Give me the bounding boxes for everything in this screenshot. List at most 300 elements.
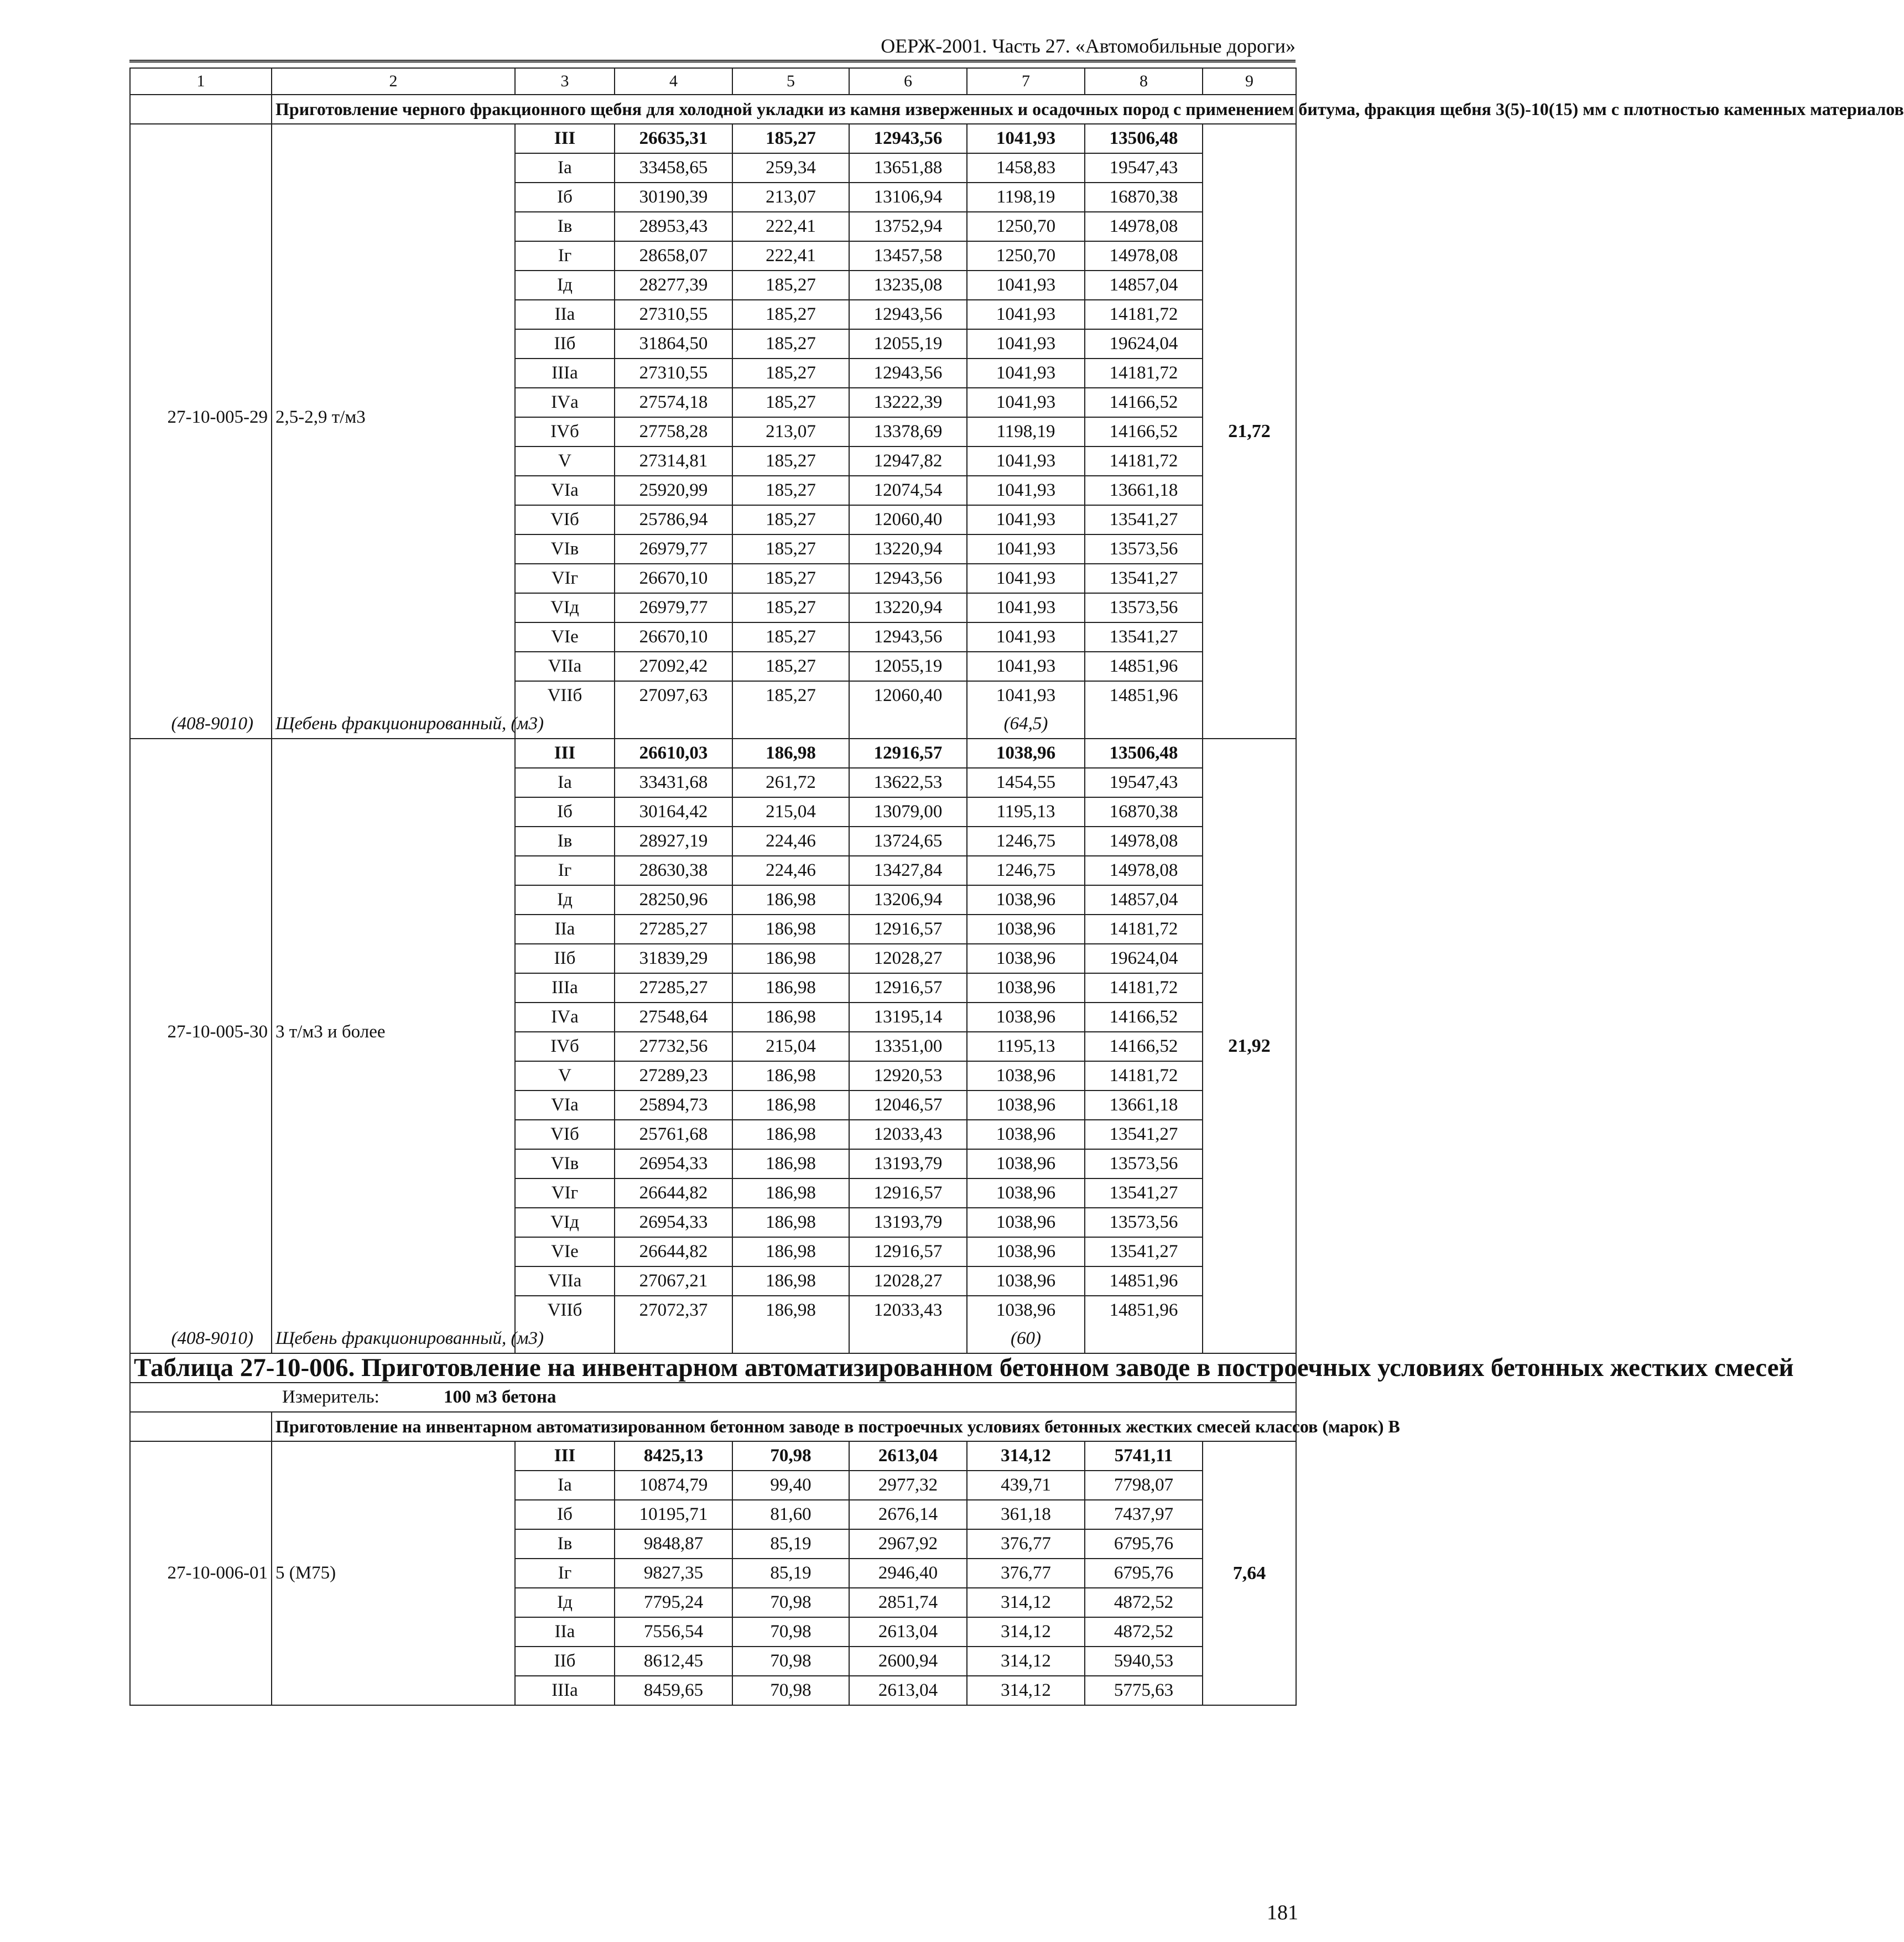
zone-cell: VIIа: [515, 1266, 615, 1296]
value-cell: 26670,10: [615, 622, 732, 652]
zone-cell: VIв: [515, 534, 615, 564]
column-number: 6: [849, 68, 967, 95]
value-cell: 14978,08: [1085, 827, 1203, 856]
zone-cell: Iб: [515, 183, 615, 212]
zone-cell: III: [515, 124, 615, 153]
value-cell: 259,34: [732, 153, 849, 183]
value-cell: 13541,27: [1085, 505, 1203, 534]
resource-spacer: [732, 710, 849, 739]
value-cell: 12028,27: [849, 944, 967, 973]
value-cell: 13193,79: [849, 1149, 967, 1178]
resource-name: Щебень фракционированный, (м3): [272, 1325, 515, 1353]
table-row: [130, 739, 1296, 768]
value-cell: 12916,57: [849, 1178, 967, 1208]
value-cell: 1246,75: [967, 856, 1085, 885]
value-cell: 376,77: [967, 1559, 1085, 1588]
zone-cell: Iд: [515, 271, 615, 300]
value-cell: 7795,24: [615, 1588, 732, 1617]
value-cell: 2977,32: [849, 1471, 967, 1500]
value-cell: 13661,18: [1085, 1091, 1203, 1120]
value-cell: 12947,82: [849, 446, 967, 476]
value-cell: 213,07: [732, 417, 849, 446]
value-cell: 13622,53: [849, 768, 967, 797]
value-cell: 28927,19: [615, 827, 732, 856]
value-cell: 14166,52: [1085, 1032, 1203, 1061]
table2-title: Таблица 27-10-006. Приготовление на инвентарном автоматизированном бетонном заводе в построечных условиях бетонных жестких смесей: [130, 1353, 1296, 1383]
value-cell: 12033,43: [849, 1296, 967, 1325]
zone-cell: VIв: [515, 1149, 615, 1178]
value-cell: 27097,63: [615, 681, 732, 710]
value-cell: 33431,68: [615, 768, 732, 797]
value-cell: 13541,27: [1085, 564, 1203, 593]
resource-code: (408-9010): [130, 1325, 272, 1353]
zone-cell: Iд: [515, 1588, 615, 1617]
value-cell: 27310,55: [615, 300, 732, 329]
table-row: [130, 1441, 1296, 1471]
value-cell: 12943,56: [849, 564, 967, 593]
value-cell: 2967,92: [849, 1529, 967, 1559]
value-cell: 1038,96: [967, 1178, 1085, 1208]
value-cell: 25761,68: [615, 1120, 732, 1149]
value-cell: 28250,96: [615, 885, 732, 915]
value-cell: 1041,93: [967, 271, 1085, 300]
value-cell: 1250,70: [967, 241, 1085, 271]
value-cell: 27285,27: [615, 915, 732, 944]
value-cell: 12920,53: [849, 1061, 967, 1091]
value-cell: 14181,72: [1085, 359, 1203, 388]
value-cell: 14181,72: [1085, 915, 1203, 944]
value-cell: 12055,19: [849, 329, 967, 359]
zone-cell: VIг: [515, 1178, 615, 1208]
value-cell: 13457,58: [849, 241, 967, 271]
zone-cell: VIг: [515, 564, 615, 593]
value-cell: 12074,54: [849, 476, 967, 505]
zone-cell: Iв: [515, 1529, 615, 1559]
value-cell: 26954,33: [615, 1149, 732, 1178]
value-cell: 12033,43: [849, 1120, 967, 1149]
zone-cell: Iг: [515, 856, 615, 885]
resource-spacer: [849, 1325, 967, 1353]
zone-cell: IVа: [515, 388, 615, 417]
value-cell: 1458,83: [967, 153, 1085, 183]
value-cell: 9848,87: [615, 1529, 732, 1559]
value-cell: 314,12: [967, 1647, 1085, 1676]
zone-cell: V: [515, 446, 615, 476]
value-cell: 1198,19: [967, 183, 1085, 212]
value-cell: 10874,79: [615, 1471, 732, 1500]
value-cell: 16870,38: [1085, 183, 1203, 212]
value-cell: 70,98: [732, 1676, 849, 1705]
value-cell: 26954,33: [615, 1208, 732, 1237]
value-cell: 27285,27: [615, 973, 732, 1003]
zone-cell: Iа: [515, 153, 615, 183]
column-number: 2: [272, 68, 515, 95]
column-number-row: [130, 68, 1296, 95]
value-cell: 185,27: [732, 564, 849, 593]
table2-section-title-row: [130, 1412, 1296, 1441]
value-cell: 9827,35: [615, 1559, 732, 1588]
resource-code: (408-9010): [130, 710, 272, 739]
value-cell: 19624,04: [1085, 329, 1203, 359]
value-cell: 314,12: [967, 1676, 1085, 1705]
value-cell: 13573,56: [1085, 1208, 1203, 1237]
value-cell: 314,12: [967, 1617, 1085, 1647]
zone-cell: Iв: [515, 827, 615, 856]
value-cell: 13427,84: [849, 856, 967, 885]
value-cell: 30190,39: [615, 183, 732, 212]
value-cell: 1041,93: [967, 359, 1085, 388]
measure-row: [130, 1383, 1296, 1412]
value-cell: 13206,94: [849, 885, 967, 915]
resource-qty: (64,5): [967, 710, 1085, 739]
value-cell: 13506,48: [1085, 739, 1203, 768]
value-cell: 1038,96: [967, 1061, 1085, 1091]
value-cell: 186,98: [732, 885, 849, 915]
value-cell: 14978,08: [1085, 241, 1203, 271]
value-cell: 26979,77: [615, 593, 732, 622]
value-cell: 13079,00: [849, 797, 967, 827]
zone-cell: IIа: [515, 1617, 615, 1647]
value-cell: 14166,52: [1085, 388, 1203, 417]
value-cell: 28630,38: [615, 856, 732, 885]
value-cell: 1198,19: [967, 417, 1085, 446]
header-title: ОЕРЖ-2001. Часть 27. «Автомобильные дороги»: [881, 35, 1296, 57]
value-cell: 27548,64: [615, 1003, 732, 1032]
value-cell: 215,04: [732, 1032, 849, 1061]
value-cell: 2946,40: [849, 1559, 967, 1588]
value-cell: 14181,72: [1085, 300, 1203, 329]
value-cell: 13193,79: [849, 1208, 967, 1237]
value-cell: 1038,96: [967, 1091, 1085, 1120]
value-cell: 12028,27: [849, 1266, 967, 1296]
value-cell: 27092,42: [615, 652, 732, 681]
value-cell: 1038,96: [967, 973, 1085, 1003]
value-cell: 12943,56: [849, 622, 967, 652]
value-cell: 14166,52: [1085, 1003, 1203, 1032]
value-cell: 186,98: [732, 915, 849, 944]
zone-cell: VIе: [515, 1237, 615, 1266]
value-cell: 33458,65: [615, 153, 732, 183]
value-cell: 85,19: [732, 1529, 849, 1559]
item-index: 7,64: [1203, 1441, 1296, 1705]
value-cell: 224,46: [732, 827, 849, 856]
value-cell: 224,46: [732, 856, 849, 885]
value-cell: 1041,93: [967, 476, 1085, 505]
value-cell: 8459,65: [615, 1676, 732, 1705]
value-cell: 376,77: [967, 1529, 1085, 1559]
section-spacer: [130, 95, 272, 124]
value-cell: 1041,93: [967, 300, 1085, 329]
value-cell: 1038,96: [967, 1237, 1085, 1266]
value-cell: 439,71: [967, 1471, 1085, 1500]
column-number: 8: [1085, 68, 1203, 95]
resource-spacer: [615, 710, 732, 739]
value-cell: 13573,56: [1085, 1149, 1203, 1178]
value-cell: 12916,57: [849, 739, 967, 768]
value-cell: 1038,96: [967, 1120, 1085, 1149]
zone-cell: IIб: [515, 329, 615, 359]
value-cell: 186,98: [732, 739, 849, 768]
item-code: 27-10-005-30: [130, 739, 272, 1325]
value-cell: 185,27: [732, 652, 849, 681]
value-cell: 27758,28: [615, 417, 732, 446]
value-cell: 1038,96: [967, 944, 1085, 973]
value-cell: 1038,96: [967, 1003, 1085, 1032]
value-cell: 1195,13: [967, 1032, 1085, 1061]
value-cell: 28277,39: [615, 271, 732, 300]
value-cell: 186,98: [732, 1003, 849, 1032]
value-cell: 314,12: [967, 1441, 1085, 1471]
column-number: 4: [615, 68, 732, 95]
value-cell: 1038,96: [967, 1149, 1085, 1178]
item-code: 27-10-005-29: [130, 124, 272, 710]
value-cell: 25920,99: [615, 476, 732, 505]
zone-cell: VIе: [515, 622, 615, 652]
value-cell: 1041,93: [967, 652, 1085, 681]
resource-spacer: [732, 1325, 849, 1353]
value-cell: 314,12: [967, 1588, 1085, 1617]
value-cell: 25894,73: [615, 1091, 732, 1120]
value-cell: 1195,13: [967, 797, 1085, 827]
resource-qty: (60): [967, 1325, 1085, 1353]
value-cell: 1041,93: [967, 564, 1085, 593]
value-cell: 6795,76: [1085, 1559, 1203, 1588]
value-cell: 13541,27: [1085, 1237, 1203, 1266]
value-cell: 7798,07: [1085, 1471, 1203, 1500]
value-cell: 1041,93: [967, 505, 1085, 534]
rates-table: [129, 67, 1904, 1706]
zone-cell: VIб: [515, 505, 615, 534]
column-number: 9: [1203, 68, 1296, 95]
value-cell: 13573,56: [1085, 534, 1203, 564]
value-cell: 13195,14: [849, 1003, 967, 1032]
value-cell: 14181,72: [1085, 446, 1203, 476]
value-cell: 185,27: [732, 329, 849, 359]
value-cell: 19547,43: [1085, 768, 1203, 797]
value-cell: 13235,08: [849, 271, 967, 300]
value-cell: 2613,04: [849, 1617, 967, 1647]
page-number: 181: [1267, 1901, 1298, 1924]
value-cell: 185,27: [732, 622, 849, 652]
value-cell: 13351,00: [849, 1032, 967, 1061]
value-cell: 14181,72: [1085, 1061, 1203, 1091]
value-cell: 186,98: [732, 1091, 849, 1120]
value-cell: 70,98: [732, 1441, 849, 1471]
value-cell: 261,72: [732, 768, 849, 797]
resource-spacer: [615, 1325, 732, 1353]
value-cell: 12046,57: [849, 1091, 967, 1120]
value-cell: 5741,11: [1085, 1441, 1203, 1471]
zone-cell: Iб: [515, 1500, 615, 1529]
value-cell: 222,41: [732, 241, 849, 271]
value-cell: 27072,37: [615, 1296, 732, 1325]
column-number: 7: [967, 68, 1085, 95]
value-cell: 2676,14: [849, 1500, 967, 1529]
measure-label: Измеритель:: [282, 1387, 379, 1407]
value-cell: 81,60: [732, 1500, 849, 1529]
value-cell: 12943,56: [849, 359, 967, 388]
value-cell: 12916,57: [849, 973, 967, 1003]
value-cell: 70,98: [732, 1588, 849, 1617]
value-cell: 31864,50: [615, 329, 732, 359]
zone-cell: VIд: [515, 1208, 615, 1237]
value-cell: 27574,18: [615, 388, 732, 417]
column-number: 3: [515, 68, 615, 95]
value-cell: 26644,82: [615, 1237, 732, 1266]
value-cell: 13541,27: [1085, 1120, 1203, 1149]
zone-cell: IIIа: [515, 1676, 615, 1705]
value-cell: 14978,08: [1085, 856, 1203, 885]
value-cell: 26979,77: [615, 534, 732, 564]
item-name: 5 (М75): [272, 1441, 515, 1705]
value-cell: 1038,96: [967, 1296, 1085, 1325]
value-cell: 5940,53: [1085, 1647, 1203, 1676]
value-cell: 185,27: [732, 124, 849, 153]
value-cell: 185,27: [732, 359, 849, 388]
value-cell: 8425,13: [615, 1441, 732, 1471]
value-cell: 5775,63: [1085, 1676, 1203, 1705]
value-cell: 25786,94: [615, 505, 732, 534]
value-cell: 1454,55: [967, 768, 1085, 797]
value-cell: 13724,65: [849, 827, 967, 856]
value-cell: 13752,94: [849, 212, 967, 241]
value-cell: 14851,96: [1085, 1296, 1203, 1325]
value-cell: 186,98: [732, 1120, 849, 1149]
column-number: 1: [130, 68, 272, 95]
value-cell: 13573,56: [1085, 593, 1203, 622]
value-cell: 13541,27: [1085, 1178, 1203, 1208]
value-cell: 14181,72: [1085, 973, 1203, 1003]
item-name: 3 т/м3 и более: [272, 739, 515, 1325]
value-cell: 27289,23: [615, 1061, 732, 1091]
value-cell: 186,98: [732, 1237, 849, 1266]
zone-cell: IVа: [515, 1003, 615, 1032]
zone-cell: Iг: [515, 1559, 615, 1588]
value-cell: 26610,03: [615, 739, 732, 768]
value-cell: 13378,69: [849, 417, 967, 446]
value-cell: 85,19: [732, 1559, 849, 1588]
page-header: [129, 32, 1296, 63]
value-cell: 26644,82: [615, 1178, 732, 1208]
value-cell: 186,98: [732, 1266, 849, 1296]
zone-cell: IIб: [515, 944, 615, 973]
value-cell: 185,27: [732, 388, 849, 417]
measure-cell: [130, 1383, 1296, 1412]
zone-cell: Iа: [515, 768, 615, 797]
value-cell: 27314,81: [615, 446, 732, 476]
value-cell: 14851,96: [1085, 652, 1203, 681]
item-code: 27-10-006-01: [130, 1441, 272, 1705]
value-cell: 12060,40: [849, 505, 967, 534]
zone-cell: IVб: [515, 1032, 615, 1061]
value-cell: 1041,93: [967, 534, 1085, 564]
column-number: 5: [732, 68, 849, 95]
value-cell: 185,27: [732, 681, 849, 710]
value-cell: 99,40: [732, 1471, 849, 1500]
zone-cell: V: [515, 1061, 615, 1091]
value-cell: 70,98: [732, 1617, 849, 1647]
value-cell: 12943,56: [849, 124, 967, 153]
zone-cell: VIа: [515, 1091, 615, 1120]
value-cell: 13222,39: [849, 388, 967, 417]
value-cell: 6795,76: [1085, 1529, 1203, 1559]
value-cell: 13651,88: [849, 153, 967, 183]
value-cell: 1250,70: [967, 212, 1085, 241]
value-cell: 2613,04: [849, 1441, 967, 1471]
value-cell: 2851,74: [849, 1588, 967, 1617]
value-cell: 27310,55: [615, 359, 732, 388]
resource-spacer: [849, 710, 967, 739]
value-cell: 30164,42: [615, 797, 732, 827]
zone-cell: Iд: [515, 885, 615, 915]
value-cell: 185,27: [732, 534, 849, 564]
zone-cell: IIа: [515, 300, 615, 329]
value-cell: 1041,93: [967, 446, 1085, 476]
zone-cell: IIIа: [515, 359, 615, 388]
zone-cell: III: [515, 1441, 615, 1471]
zone-cell: VIа: [515, 476, 615, 505]
measure-value: 100 м3 бетона: [444, 1387, 556, 1407]
value-cell: 8612,45: [615, 1647, 732, 1676]
value-cell: 186,98: [732, 1061, 849, 1091]
zone-cell: Iв: [515, 212, 615, 241]
value-cell: 7556,54: [615, 1617, 732, 1647]
value-cell: 14851,96: [1085, 1266, 1203, 1296]
value-cell: 2600,94: [849, 1647, 967, 1676]
value-cell: 12943,56: [849, 300, 967, 329]
zone-cell: IIа: [515, 915, 615, 944]
value-cell: 10195,71: [615, 1500, 732, 1529]
value-cell: 14978,08: [1085, 212, 1203, 241]
table2-title-row: [130, 1353, 1296, 1383]
value-cell: 13220,94: [849, 534, 967, 564]
value-cell: 1038,96: [967, 1208, 1085, 1237]
value-cell: 13661,18: [1085, 476, 1203, 505]
resource-name: Щебень фракционированный, (м3): [272, 710, 515, 739]
value-cell: 27067,21: [615, 1266, 732, 1296]
value-cell: 1041,93: [967, 124, 1085, 153]
value-cell: 185,27: [732, 505, 849, 534]
section-title: Приготовление черного фракционного щебня для холодной укладки из камня изверженных и осадочных пород с применением битума, фракция щебня 3(5)-10(15) мм с плотностью каменных материалов: [272, 95, 1296, 124]
value-cell: 1038,96: [967, 885, 1085, 915]
value-cell: 186,98: [732, 1149, 849, 1178]
section-title-row: [130, 95, 1296, 124]
value-cell: 13220,94: [849, 593, 967, 622]
section-spacer: [130, 1412, 272, 1441]
value-cell: 2613,04: [849, 1676, 967, 1705]
value-cell: 12055,19: [849, 652, 967, 681]
value-cell: 70,98: [732, 1647, 849, 1676]
value-cell: 1041,93: [967, 329, 1085, 359]
value-cell: 185,27: [732, 446, 849, 476]
zone-cell: VIIб: [515, 681, 615, 710]
value-cell: 13506,48: [1085, 124, 1203, 153]
value-cell: 186,98: [732, 1208, 849, 1237]
value-cell: 14857,04: [1085, 885, 1203, 915]
value-cell: 1041,93: [967, 681, 1085, 710]
value-cell: 12916,57: [849, 915, 967, 944]
zone-cell: VIд: [515, 593, 615, 622]
value-cell: 4872,52: [1085, 1588, 1203, 1617]
value-cell: 7437,97: [1085, 1500, 1203, 1529]
zone-cell: Iг: [515, 241, 615, 271]
zone-cell: VIIа: [515, 652, 615, 681]
value-cell: 27732,56: [615, 1032, 732, 1061]
value-cell: 185,27: [732, 271, 849, 300]
value-cell: 28953,43: [615, 212, 732, 241]
zone-cell: IIIа: [515, 973, 615, 1003]
zone-cell: IIб: [515, 1647, 615, 1676]
